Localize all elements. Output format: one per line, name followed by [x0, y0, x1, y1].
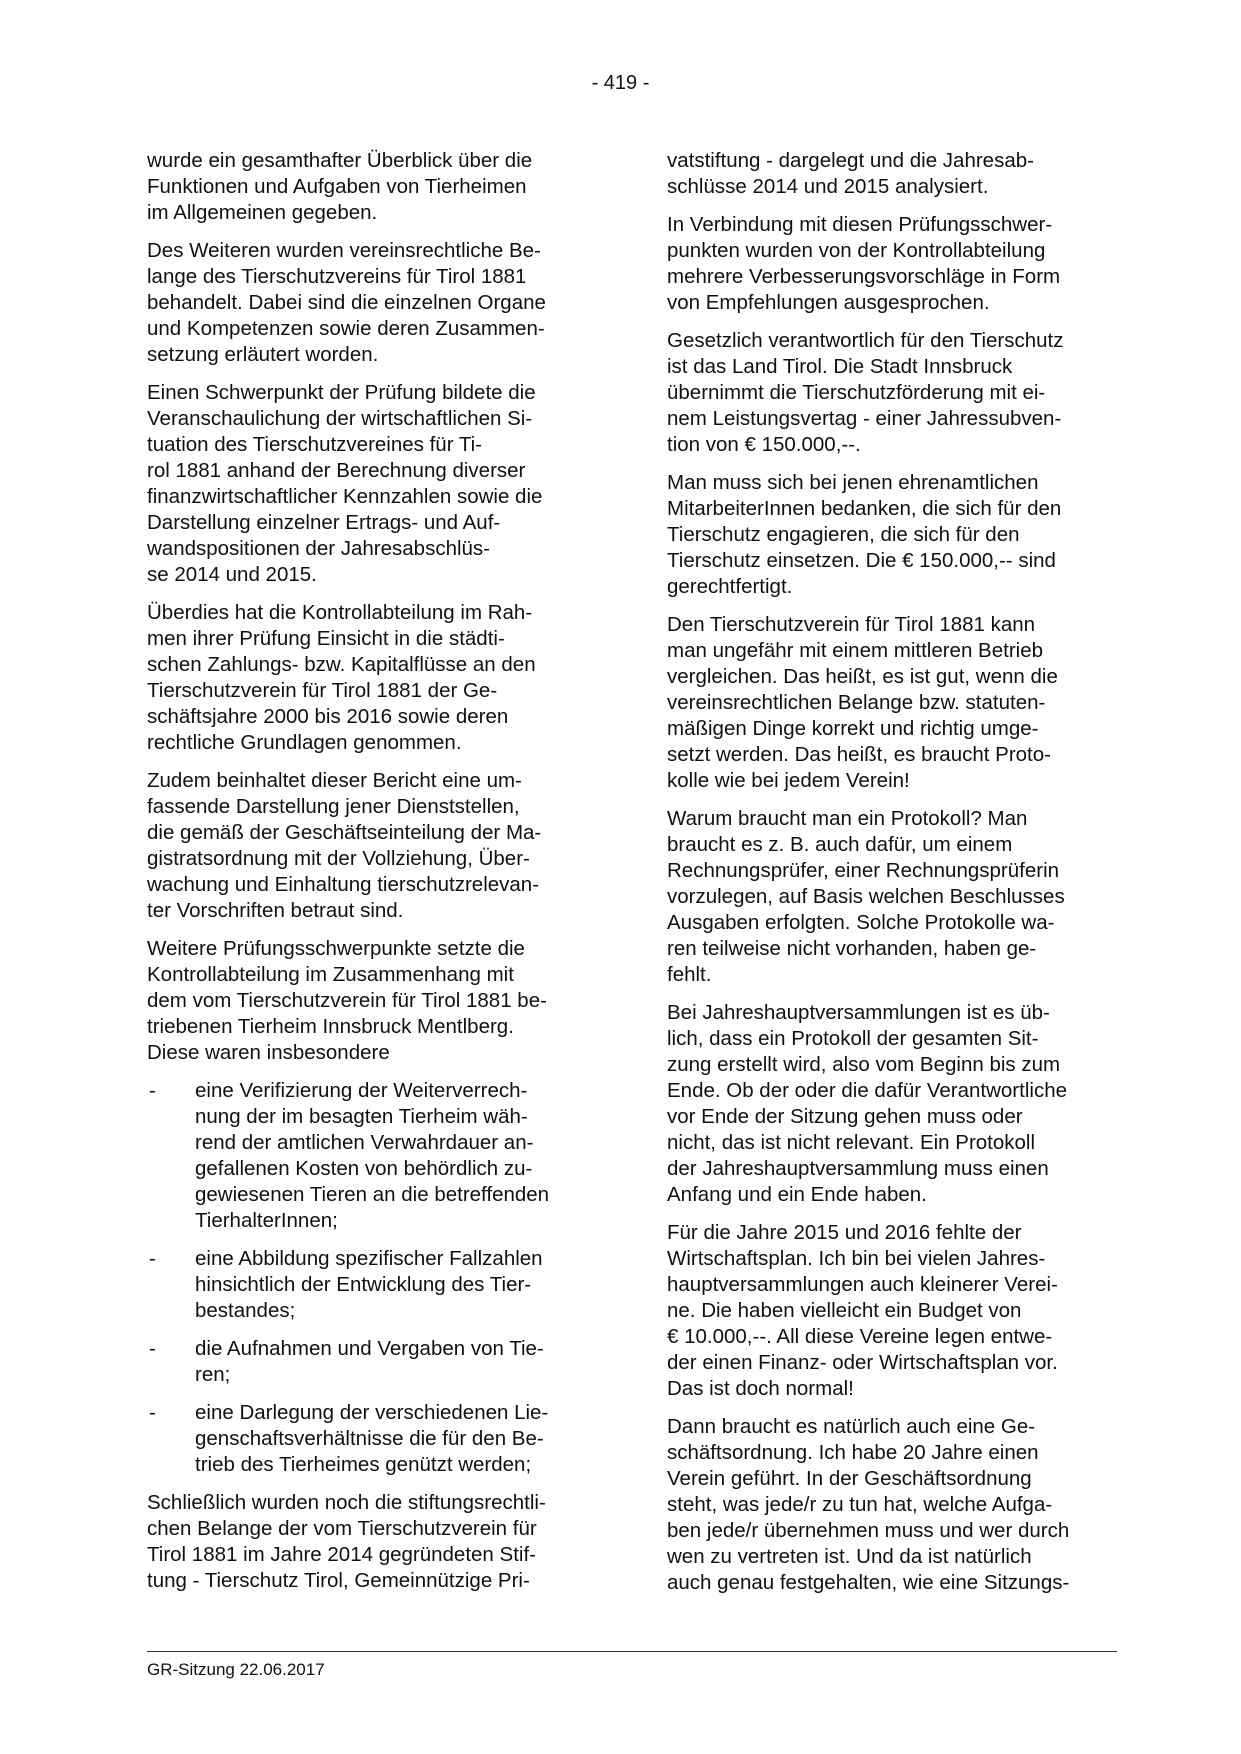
paragraph: Des Weiteren wurden vereinsrechtliche Be- lange des Tierschutzvereins für Tirol 1881 behandelt. Dabei sind die einzelnen Organe und Kompetenzen sowie deren Zusammen- setzung erläutert worden. [147, 239, 546, 366]
bullet-dash: - [149, 1247, 156, 1270]
right-column [667, 148, 1117, 1608]
bullet-text: eine Darlegung der verschiedenen Lie- genschaftsverhältnisse die für den Be- trieb des Tierheimes genützt werden; [195, 1401, 549, 1476]
paragraph: wurde ein gesamthafter Überblick über die Funktionen und Aufgaben von Tierheimen im Allgemeinen gegeben. [147, 149, 533, 224]
bullet-item [147, 1078, 602, 1234]
bullet-text: eine Verifizierung der Weiterverrech- nung der im besagten Tierheim wäh- rend der amtlichen Verwahrdauer an- gefallenen Kosten von behördlich zu- gewiesenen Tieren an die betreffenden TierhalterInnen; [195, 1079, 550, 1232]
page-number: - 419 - [591, 72, 650, 94]
bullet-item [147, 1246, 602, 1324]
paragraph: Zudem beinhaltet dieser Bericht eine um- fassende Darstellung jener Dienststellen, die gemäß der Geschäftseinteilung der Ma- gistratsordnung mit der Vollziehung, Über- wachung und Einhaltung tierschutzrelevan- ter Vorschriften betraut sind. [147, 769, 542, 922]
paragraph: Warum braucht man ein Protokoll? Man braucht es z. B. auch dafür, um einem Rechnungsprüfer, einer Rechnungsprüferin vorzulegen, auf Basis welchen Beschlusses Ausgaben erfolgten. Solche Protokolle wa- ren teilweise nicht vorhanden, haben ge- fehlt. [667, 807, 1065, 986]
paragraph: In Verbindung mit diesen Prüfungsschwer- punkten wurden von der Kontrollabteilung mehrere Verbesserungsvorschläge in Form von Empfehlungen ausgesprochen. [667, 213, 1061, 314]
bullet-text: eine Abbildung spezifischer Fallzahlen hinsichtlich der Entwicklung des Tier- bestandes; [195, 1247, 543, 1322]
paragraph: Weitere Prüfungsschwerpunkte setzte die Kontrollabteilung im Zusammenhang mit dem vom Tierschutzverein für Tirol 1881 be- triebenen Tierheim Innsbruck Mentlberg. Diese waren insbesondere [147, 937, 547, 1064]
paragraph: Überdies hat die Kontrollabteilung im Rah- men ihrer Prüfung Einsicht in die städti- schen Zahlungs- bzw. Kapitalflüsse an den Tierschutzverein für Tirol 1881 der Ge- schäftsjahre 2000 bis 2016 sowie deren rechtliche Grundlagen genommen. [147, 601, 536, 754]
paragraph: Einen Schwerpunkt der Prüfung bildete die Veranschaulichung der wirtschaftlichen Si- tuation des Tierschutzvereines für Ti- rol 1881 anhand der Berechnung diverser finanzwirtschaftlicher Kennzahlen sowie die Darstellung einzelner Ertrags- und Auf- wandspositionen der Jahresabschlüs- se 2014 und 2015. [147, 381, 543, 586]
paragraph: Für die Jahre 2015 und 2016 fehlte der Wirtschaftsplan. Ich bin bei vielen Jahres- hauptversammlungen auch kleinerer Verei- ne. Die haben vielleicht ein Budget von € 10.000,--. All diese Vereine legen entwe- der einen Finanz- oder Wirtschaftsplan vor. Das ist doch normal! [667, 1221, 1058, 1400]
bullet-dash: - [149, 1337, 156, 1360]
paragraph: vatstiftung - dargelegt und die Jahresab- schlüsse 2014 und 2015 analysiert. [667, 149, 1034, 198]
footer-divider [147, 1651, 1117, 1652]
bullet-item [147, 1400, 602, 1478]
bullet-item [147, 1336, 602, 1388]
left-column [147, 148, 602, 1606]
paragraph: Schließlich wurden noch die stiftungsrechtli- chen Belange der vom Tierschutzverein für Tirol 1881 im Jahre 2014 gegründeten Stif- tung - Tierschutz Tirol, Gemeinnützige Pri- [147, 1491, 546, 1592]
paragraph: Gesetzlich verantwortlich für den Tierschutz ist das Land Tirol. Die Stadt Innsbruck übernimmt die Tierschutzförderung mit ei- nem Leistungsvertag - einer Jahressubven- tion von € 150.000,--. [667, 329, 1064, 456]
paragraph: Den Tierschutzverein für Tirol 1881 kann man ungefähr mit einem mittleren Betrieb vergleichen. Das heißt, es ist gut, wenn die vereinsrechtlichen Belange bzw. statuten- mäßigen Dinge korrekt und richtig umge- setzt werden. Das heißt, es braucht Proto- kolle wie bei jedem Verein! [667, 613, 1058, 792]
paragraph: Man muss sich bei jenen ehrenamtlichen MitarbeiterInnen bedanken, die sich für den Tierschutz engagieren, die sich für den Tierschutz einsetzen. Die € 150.000,-- sind gerechtfertigt. [667, 471, 1062, 598]
bullet-dash: - [149, 1401, 156, 1424]
paragraph: Dann braucht es natürlich auch eine Ge- schäftsordnung. Ich habe 20 Jahre einen Verein geführt. In der Geschäftsordnung steht, was jede/r zu tun hat, welche Aufga- ben jede/r übernehmen muss und wer durch wen zu vertreten ist. Und da ist natürlich auch genau festgehalten, wie eine Sitzungs- [667, 1415, 1070, 1594]
bullet-text: die Aufnahmen und Vergaben von Tie- ren; [195, 1337, 544, 1386]
bullet-dash: - [149, 1079, 156, 1102]
footer-text: GR-Sitzung 22.06.2017 [147, 1660, 325, 1679]
paragraph: Bei Jahreshauptversammlungen ist es üb- lich, dass ein Protokoll der gesamten Sit- zung erstellt wird, also vom Beginn bis zum Ende. Ob der oder die dafür Verantwortliche vor Ende der Sitzung gehen muss oder nicht, das ist nicht relevant. Ein Protokoll der Jahreshauptversammlung muss einen Anfang und ein Ende haben. [667, 1001, 1067, 1206]
